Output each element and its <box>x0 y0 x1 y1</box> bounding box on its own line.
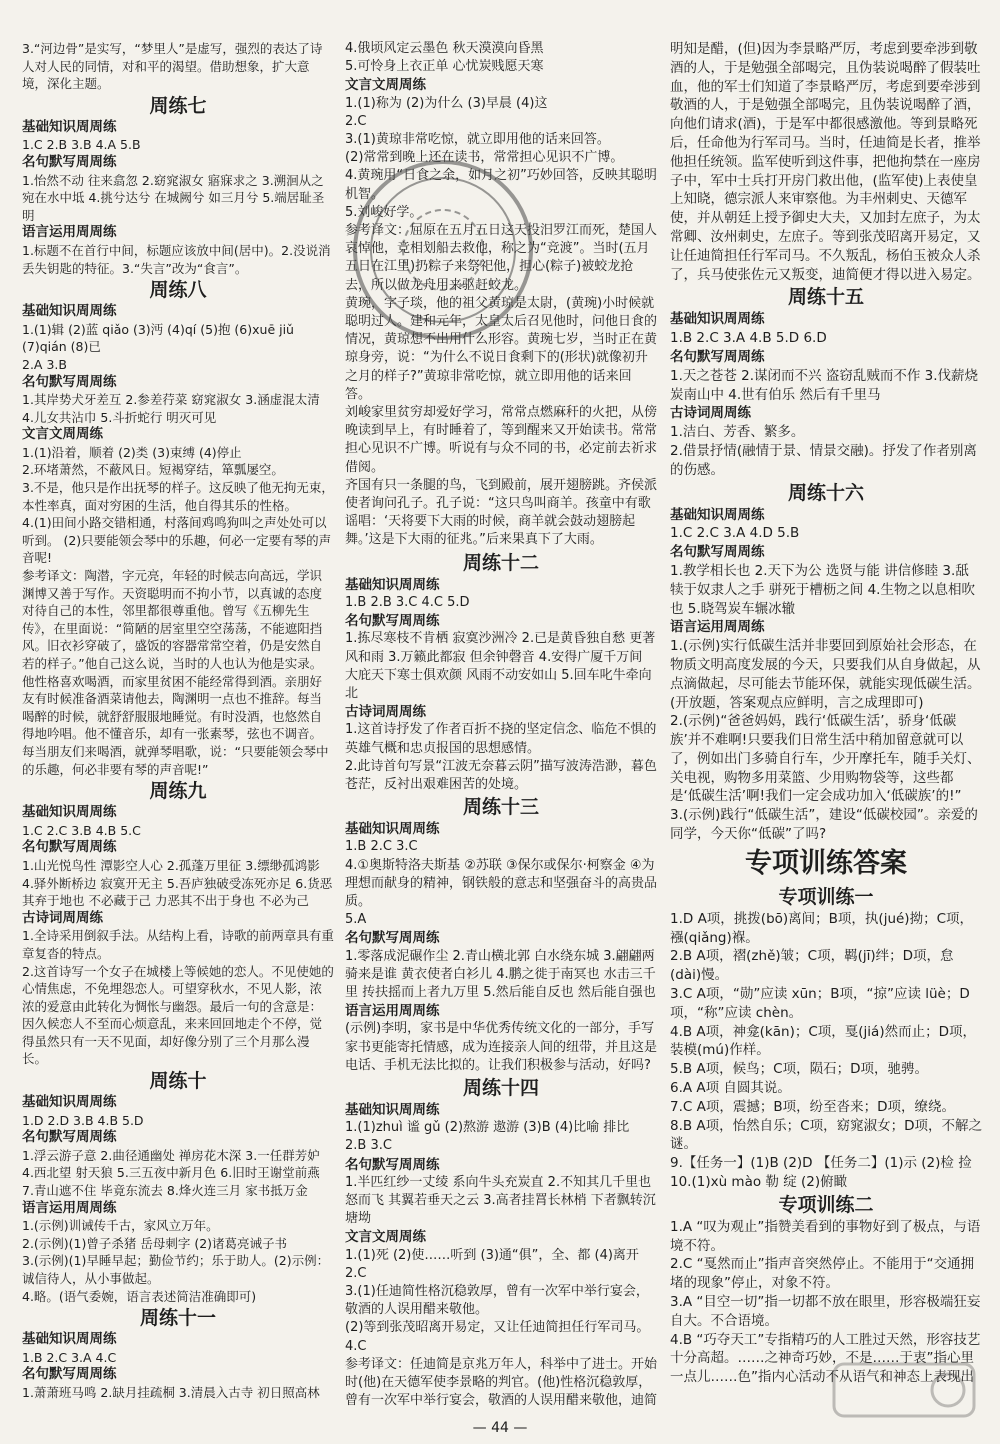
answer-line: 4.俄顷风定云墨色 秋天漠漠向昏黑 <box>345 41 544 56</box>
answer-line: 1.(示例)训诫传千古，家风立万年。 <box>22 1218 219 1234</box>
week-heading: 周练十五 <box>787 286 864 309</box>
answer-line: 3.不是，他只是作出抚琴的样子。这反映了他无拘无束，本性率真，面对穷困的生活，他自得其乐的性格。 <box>22 480 334 513</box>
section-heading: 古诗词周周练 <box>22 909 103 926</box>
week-heading: 周练十六 <box>787 481 864 504</box>
answer-line: 2.这首诗写一个女子在城楼上等候她的恋人。不见使她的心情焦虑，不免埋怨恋人。可望穿秋水，不见人影，浓浓的爱意由此转化为惆怅与幽怨。最后一句的含意是：因久候恋人不至而心烦意乱，来来回回地走个不停，觉得虽然只有一天不见面，却好像分别了三个月那么漫长。 <box>22 963 334 1067</box>
answer-line: 2.环堵萧然，不蔽风日。短褐穿结，箪瓢屡空。 <box>22 462 284 478</box>
section-heading: 基础知识周周练 <box>345 576 440 593</box>
answer-line: (2)常常到晚上还在读书，常常担心见识不广博。 <box>345 150 624 166</box>
answer-line: 2.C <box>345 113 367 129</box>
section-heading: 名句默写周周练 <box>22 1366 117 1383</box>
answer-line: 3.C A项，“勋”应读 xūn；B项，“掠”应读 lüè；D项，“称”应读 chèn。 <box>670 986 970 1021</box>
answer-line: 3.A “目空一切”指一切都不放在眼里，形容极端狂妄自大。不合语境。 <box>670 1294 981 1329</box>
section-heading: 名句默写周周练 <box>22 373 117 390</box>
answer-line: (2)等到张茂昭离开易定，又让任迪简担任行军司马。 <box>345 1320 650 1336</box>
answer-line: 2.(示例)“爸爸妈妈，践行‘低碳生活’，骄身‘低碳族’并不难啊!只要我们日常生活中稍加留意就可以了，例如出门多骑自行车，少开摩托车，随手关灯、关电视，购物多用菜篮、少用购物袋等，这些都是‘低碳生活’啊!我们一定会成功加入‘低碳族’的!” <box>670 713 981 805</box>
left-column <box>22 40 334 1402</box>
answer-line: 1.(1)辑 (2)蓝 qiǎo (3)沔 (4)qí (5)抱 (6)xuē jiǔ (7)qián (8)已 <box>22 321 294 355</box>
special-training-heading: 专项训练二 <box>778 1193 874 1216</box>
section-heading: 名句默写周周练 <box>22 839 117 856</box>
answer-line: 1.C 2.C 3.A 4.D 5.B <box>670 525 800 542</box>
week-heading: 周练十 <box>149 1070 207 1093</box>
answer-line: 2.B A项，褶(zhě)皱；C项，羁(jī)绊；D项，怠(dài)慢。 <box>670 948 954 984</box>
answer-line: 1.(1)zhuì 谧 gǔ (2)熬游 遨游 (3)B (4)比喻 排比 <box>345 1120 630 1136</box>
answer-line: 7.C A项，震撼；B项，纷至沓来；D项，缭绕。 <box>670 1098 955 1115</box>
section-heading: 基础知识周周练 <box>22 804 117 821</box>
special-training-heading: 专项训练一 <box>778 885 874 908</box>
answer-line: 1.(示例)实行低碳生活并非要回到原始社会形态，在物质文明高度发展的今天，只要我们从自身做起，从点滴做起，尽可能去节能环保，就能实现低碳生活。(开放题，答案观点应鲜明，言之成理即可) <box>670 638 981 711</box>
answer-line: 1.其岸势犬牙差互 2.参差荇菜 窈窕淑女 3.涵虚混太清 4.儿女共沾巾 5.斗折蛇行 明灭可见 <box>22 392 320 425</box>
week-heading: 周练十二 <box>462 551 539 574</box>
answer-line: 6.A A项 自圆其说。 <box>670 1080 791 1097</box>
answer-line: 4.B “巧夺天工”专指精巧的人工胜过天然，形容技艺十分高超。……之神奇巧妙，不是……于衷”指心里一点儿……色”指内心活动不从语气和神态上表现出 <box>670 1331 981 1386</box>
answer-line: 参考译文：屈原在五月五日这天投汨罗江而死，楚国人哀悼他，竞相划船去救他，称之为“竞渡”。当时(五月五日在江里)扔粽子来祭祀他，担心(粽子)被蛟龙抢去，所以做龙舟用来驱赶蛟龙。 <box>345 223 658 293</box>
middle-column <box>345 40 657 1410</box>
answer-line: 4.①奥斯特洛夫斯基 ②苏联 ③保尔或保尔·柯察金 ④为理想而献身的精神，钢铁般的意志和坚强奋斗的高贵品质。 <box>345 857 658 909</box>
answer-line: 1.浮云游子意 2.曲径通幽处 禅房花木深 3.一任群芳妒 4.西北望 射天狼 5.三五夜中新月色 6.旧时王谢堂前燕 7.青山遮不住 毕竟东流去 8.烽火连三月 家书抵万金 <box>22 1147 320 1199</box>
answer-line: 2.A 3.B <box>22 356 67 372</box>
answer-line: 1.(1)死 (2)使……听到 (3)通“俱”，全、都 (4)离开 <box>345 1247 639 1263</box>
answer-line: 刘峻家里贫穷却爱好学习，常常点燃麻秆的火把，从傍晚读到早上，有时睡着了，等到醒来又开始读书。常常担心见识不广博。听说有与众不同的书，必定前去祈求借阅。 <box>345 405 658 475</box>
answer-line: 1.D A项，挑拨(bō)离间；B项，执(jué)拗；C项，襁(qiǎng)褓。 <box>670 910 973 946</box>
answer-line: 1.C 2.B 3.B 4.A 5.B <box>22 137 141 153</box>
answer-line: 5.A <box>345 912 367 928</box>
answer-line: 1.(1)称为 (2)为什么 (3)早晨 (4)这 <box>345 95 548 111</box>
answer-line: 1.教学相长也 2.天下为公 选贤与能 讲信修睦 3.舐犊于奴隶人之手 骈死于槽枥之间 4.生物之以息相吹也 5.晓驾炭车辗冰辙 <box>670 562 975 617</box>
answer-line: 3.“河边骨”是实写，“梦里人”是虚写，强烈的表达了诗人对人民的同情，对和平的渴望。借助想象，扩大意境，深化主题。 <box>22 41 323 92</box>
answer-line: 1.(1)沿着，顺着 (2)类 (3)束缚 (4)停止 <box>22 444 242 460</box>
answer-line: 黄琬，字子琰，他的祖父黄琼是太尉，(黄琬)小时候就聪明过人。建和元年，太皇太后召见他时，问他日食的情况，黄琼想不出用什么形容。黄琬七岁，当时正在黄琼身旁，说：“为什么不说日食剩下的(形状)就像初升之月的样子?”黄琼非常吃惊，就立即用他的话来回答。 <box>345 295 658 402</box>
answer-line: 2.(示例)(1)曾子杀猪 岳母刺字 (2)诸葛亮诫子书 <box>22 1235 288 1251</box>
week-heading: 周练十四 <box>462 1076 539 1099</box>
right-column <box>670 40 982 1387</box>
answer-line: 4.B A项，神龛(kān)；C项，戛(jiá)然而止；D项，装模(mú)作样。 <box>670 1023 976 1059</box>
week-heading: 周练八 <box>149 279 207 302</box>
answer-line: 2.B 3.C <box>345 1138 392 1154</box>
answer-line: 参考译文：任迪简是京兆万年人，科举中了进士。开始时(他)在天德军使李景略的判官。(他)性格沉稳敦厚，曾有一次军中举行宴会，敬酒的人误用醋来敬他，迪简 <box>345 1356 658 1409</box>
answer-line: 1.天之苍苍 2.谋闭而不兴 盗窃乱贼而不作 3.伐薪烧炭南山中 4.世有伯乐 然后有千里马 <box>670 367 979 403</box>
answer-line: 1.怡然不动 往来翕忽 2.窈窕淑女 寤寐求之 3.溯洄从之 宛在水中坻 4.挑兮达兮 在城阙兮 如三月兮 5.端居耻圣明 <box>22 172 325 223</box>
week-heading: 周练十一 <box>139 1307 216 1330</box>
answer-line: 1.零落成泥碾作尘 2.青山横北郭 白水绕东城 3.翩翩两骑来是谁 黄衣使者白衫儿 4.鹏之徙于南冥也 水击三千里 抟扶摇而上者九万里 5.然后能自反也 然后能自强也 <box>345 948 656 1000</box>
answer-line: 1.这首诗抒发了作者百折不挠的坚定信念、临危不惧的英雄气概和忠贞报国的思想感情。 <box>345 722 657 756</box>
section-heading: 名句默写周周练 <box>670 348 765 365</box>
section-heading: 文言文周周练 <box>345 1229 426 1246</box>
answer-line: 2.C “戛然而止”指声音突然停止。不能用于“交通拥堵的现象”停止，对象不符。 <box>670 1256 975 1292</box>
answer-line: 1.D 2.D 3.B 4.B 5.D <box>22 1112 144 1128</box>
answer-line: 2.此诗首句写景“江波无奈暮云阴”描写波涛浩渺，暮色苍茫，反衬出艰难困苦的处境。 <box>345 758 657 792</box>
section-heading: 古诗词周周练 <box>670 405 751 422</box>
section-heading: 基础知识周周练 <box>22 303 117 320</box>
section-heading: 名句默写周周练 <box>345 1156 440 1173</box>
section-heading: 基础知识周周练 <box>22 118 117 135</box>
answer-line: 1.半匹红纱一丈绫 系向牛头充炭直 2.不知其几千里也 怒而飞 其翼若垂天之云 3.高者挂罥长林梢 下者飘转沉塘坳 <box>345 1174 656 1227</box>
answer-line: 1.全诗采用倒叙手法。从结构上看，诗歌的前两章具有重章复沓的特点。 <box>22 928 334 961</box>
section-heading: 名句默写周周练 <box>345 930 440 947</box>
section-heading: 名句默写周周练 <box>345 613 440 630</box>
answer-line: 4.略。(语气委婉，语言表述简洁准确即可) <box>22 1288 257 1304</box>
section-heading: 基础知识周周练 <box>22 1094 117 1111</box>
answer-line: 5.可怜身上衣正单 心忧炭贱愿天寒 <box>345 59 544 75</box>
answer-line: 5.B A项，候鸟；C项，陨石；D项，驰骋。 <box>670 1061 928 1078</box>
week-heading: 周练十三 <box>462 796 539 819</box>
answer-line: 4.C <box>345 1338 367 1354</box>
section-heading: 文言文周周练 <box>345 77 426 94</box>
answer-line: 1.B 2.C 3.A 4.C <box>22 1349 117 1365</box>
answer-line: 3.(示例)践行“低碳生活”，建设“低碳校园”。亲爱的同学，今天你“低碳”了吗? <box>670 807 978 843</box>
answer-line: (示例)李明，家书是中华优秀传统文化的一部分，手写家书更能寄托情感，成为连接亲人间的纽带，并且这是电话、手机无法比拟的。让我们积极参与活动，好吗? <box>345 1021 658 1073</box>
section-heading: 古诗词周周练 <box>345 704 426 721</box>
answer-line: 9.【任务一】(1)B (2)D 【任务二】(1)示 (2)检 捡 <box>670 1155 972 1172</box>
section-heading: 语言运用周周练 <box>22 1199 117 1216</box>
answer-line: 3.(示例)(1)早睡早起；勤俭节约；乐于助人。(2)示例：诚信待人，从小事做起。 <box>22 1253 330 1286</box>
answer-line: 1.山光悦鸟性 潭影空人心 2.孤蓬万里征 3.缥缈孤鸿影 4.驿外断桥边 寂寞开无主 5.吾庐独破受冻死亦足 6.货恶其弃于地也 不必藏于己 力恶其不出于身也 不必为己 <box>22 857 333 909</box>
section-heading: 语言运用周周练 <box>345 1003 440 1020</box>
answer-line: 1.B 2.C 3.C <box>345 839 418 855</box>
section-heading: 基础知识周周练 <box>345 1101 440 1118</box>
section-heading: 语言运用周周练 <box>22 224 117 241</box>
answer-line: 明知是醋，(但)因为李景略严厉，考虑到要牵涉到敬酒的人，于是勉强全部喝完，且伪装说喝醉了假装吐血，他的军士们知道了李景略严厉，考虑到要牵涉到敬酒的人，于是勉强全部喝完，且伪装说喝醉了酒，向他们请求(酒)，于是军中都很感激他。等到景略死后，任命他为行军司马。当时，任迪简是长者，推举他担任统领。监军使听到这件事，把他拘禁在一座房子中，军中士兵打开房门救出他，(监军使)上表使皇上知晓，德宗派人来审察他。为丰州刺史、天德军使，并从朝廷上授予御史大夫，又加封左庶子，为太常卿、汝州刺史，左庶子。等到张茂昭离开易定，又让任迪简担任行军司马。不久叛乱，杨伯玉被众人杀了，兵马使张佐元又叛变，迪简便才得以进入易定。 <box>670 41 981 283</box>
section-heading: 文言文周周练 <box>22 426 103 443</box>
week-heading: 周练九 <box>149 780 207 803</box>
answer-line: 1.C 2.C 3.B 4.B 5.C <box>22 822 141 838</box>
answer-line: 2.C <box>345 1265 367 1281</box>
section-heading: 基础知识周周练 <box>670 311 765 328</box>
section-heading: 基础知识周周练 <box>670 506 765 523</box>
answer-line: 8.B A项，怡然自乐；C项，窈窕淑女；D项，不解之谜。 <box>670 1117 982 1153</box>
answer-line: 1.萧萧班马鸣 2.缺月挂疏桐 3.清晨入古寺 初日照高林 <box>22 1384 320 1400</box>
answer-line: 1.标题不在首行中间，标题应该放中间(居中)。2.没说消丢失钥匙的特征。3.“失言”改为“食言”。 <box>22 242 331 276</box>
answer-line: 2.借景抒情(融情于景、情景交融)。抒发了作者别离的伤感。 <box>670 442 977 478</box>
answer-line: 1.B 2.C 3.A 4.B 5.D 6.D <box>670 330 827 347</box>
answer-line: 参考译文：陶潜，字元亮，年轻的时候志向高远，学识渊博又善于写作。天资聪明而不拘小节，以真诚的态度对待自己的本性，邻里都很尊重他。曾写《五柳先生传》，在里面说：“简陋的居室里空空荡荡，不能遮阳挡风。旧衣衫穿破了，盛饭的容器常常空着，仍是安然自若的样子。”他自己这么说，当时的人也认为他是实录。他性格喜欢喝酒，而家里贫困不能经常得到酒。亲朋好友有时候准备酒菜请他去，陶渊明一点也不推辞。每当喝醉的时候，就舒舒服服地睡觉。有时没酒，也悠然自得地吟唱。他不懂音乐，却有一张素琴，弦也不调音。每当朋友们来喝酒，就弹琴唱歌，说：“只要能领会琴中的乐趣，何必非要有琴的声音呢!” <box>22 568 329 777</box>
answer-line: 1.拣尽寒枝不肯栖 寂寞沙洲冷 2.已是黄昏独自愁 更著风和雨 3.万籁此都寂 但余钟磬音 4.安得广厦千万间 大庇天下寒士俱欢颜 风雨不动安如山 5.回车叱牛牵向北 <box>345 631 656 701</box>
answer-line: 4.黄琬用“日食之余，如月之初”巧妙回答，反映其聪明机智。 <box>345 168 657 202</box>
section-heading: 名句默写周周练 <box>22 153 117 170</box>
answer-line: 齐国有只一条腿的鸟，飞到殿前，展开翅膀跳。齐侯派使者询问孔子。孔子说：“这只鸟叫商羊。孩童中有歌谣唱：‘天将要下大雨的时候，商羊就会鼓动翅膀起舞。’这是下大雨的征兆。”后来果真下了大雨。 <box>345 477 658 548</box>
section-heading: 基础知识周周练 <box>345 821 440 838</box>
answer-line: 3.(1)任迪简性格沉稳敦厚，曾有一次军中举行宴会，敬酒的人误用醋来敬他。 <box>345 1284 649 1318</box>
special-training-title: 专项训练答案 <box>745 847 907 879</box>
answer-line: 4.(1)田间小路交错相通，村落间鸡鸣狗叫之声处处可以听到。 (2)只要能领会琴中的乐趣，何必一定要有琴的声音呢! <box>22 515 332 566</box>
answer-line: 5.刘峻好学。 <box>345 204 423 220</box>
section-heading: 名句默写周周练 <box>22 1129 117 1146</box>
answer-line: 1.洁白、芳香、繁多。 <box>670 424 805 441</box>
week-heading: 周练七 <box>149 94 207 117</box>
section-heading: 名句默写周周练 <box>670 544 765 561</box>
section-heading: 基础知识周周练 <box>22 1331 117 1348</box>
answer-line: 10.(1)xù mào 勒 绽 (2)俯瞰 <box>670 1174 848 1191</box>
answer-line: 1.B 2.B 3.C 4.C 5.D <box>345 594 470 610</box>
section-heading: 语言运用周周练 <box>670 619 765 636</box>
answer-line: 1.A “叹为观止”指赞美看到的事物好到了极点，与语境不符。 <box>670 1218 981 1254</box>
page-number: — 44 — <box>472 1420 528 1436</box>
answer-line: 3.(1)黄琼非常吃惊，就立即用他的话来回答。 <box>345 132 610 148</box>
